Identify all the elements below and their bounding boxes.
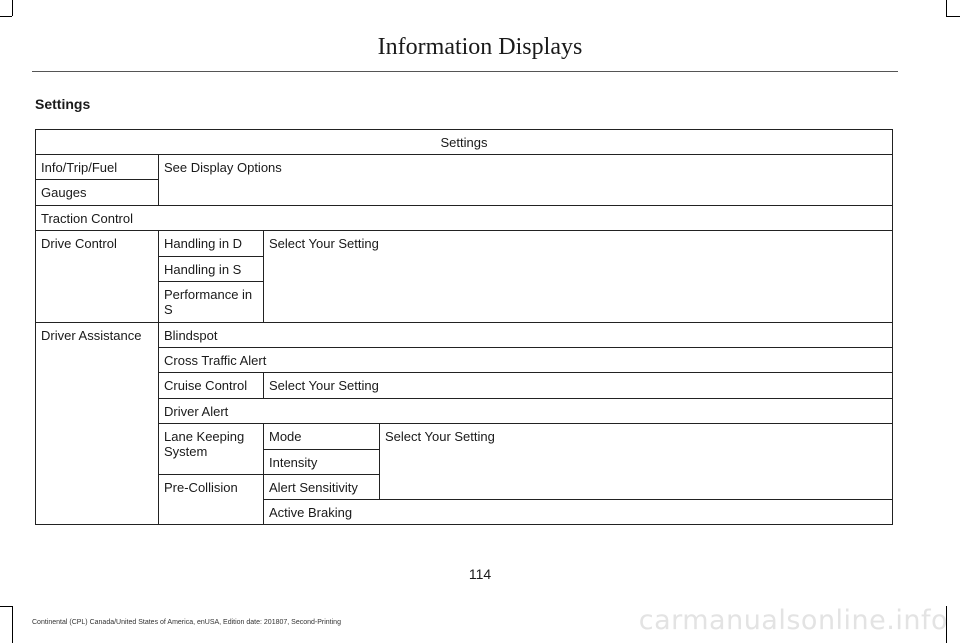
cell-handling-in-s: Handling in S [158,256,264,282]
cell-mode: Mode [263,423,380,450]
cell-performance-in-s: Performance in S [158,281,264,323]
cell-active-braking: Active Braking [263,499,893,525]
watermark: carmanualsonline.info [638,605,948,636]
cell-traction-control: Traction Control [35,205,893,231]
crop-mark-top-left-h [0,16,12,17]
page-number: 114 [468,566,492,582]
cell-info-trip-fuel: Info/Trip/Fuel [35,154,159,180]
crop-mark-top-right-v [946,0,947,16]
cell-driver-alert: Driver Alert [158,398,893,424]
cell-handling-in-d: Handling in D [158,230,264,257]
crop-mark-top-left-v [12,0,13,16]
header-rule [32,71,898,72]
cell-pre-collision: Pre-Collision [158,474,264,525]
cell-intensity: Intensity [263,449,380,475]
cell-lane-keeping-system: Lane Keeping System [158,423,264,475]
crop-mark-bottom-left-h [0,606,12,607]
cell-see-display-options: See Display Options [158,154,893,206]
cell-driver-assistance: Driver Assistance [35,322,159,525]
edition-footer: Continental (CPL) Canada/United States of America, enUSA, Edition date: 201807, Second-Printing [32,619,341,626]
cell-select-your-setting-lane: Select Your Setting [379,423,893,500]
cell-alert-sensitivity: Alert Sensitivity [263,474,380,500]
page-header-title: Information Displays [377,34,583,60]
cell-select-your-setting-drive: Select Your Setting [263,230,893,323]
table-title: Settings [35,129,893,155]
crop-mark-bottom-left-v [12,606,13,643]
cell-select-your-setting-cruise: Select Your Setting [263,372,893,399]
section-heading: Settings [35,96,91,112]
cell-gauges: Gauges [35,179,159,206]
cell-blindspot: Blindspot [158,322,893,348]
cell-cruise-control: Cruise Control [158,372,264,399]
crop-mark-top-right-h [946,16,960,17]
cell-drive-control: Drive Control [35,230,159,323]
cell-cross-traffic-alert: Cross Traffic Alert [158,347,893,373]
